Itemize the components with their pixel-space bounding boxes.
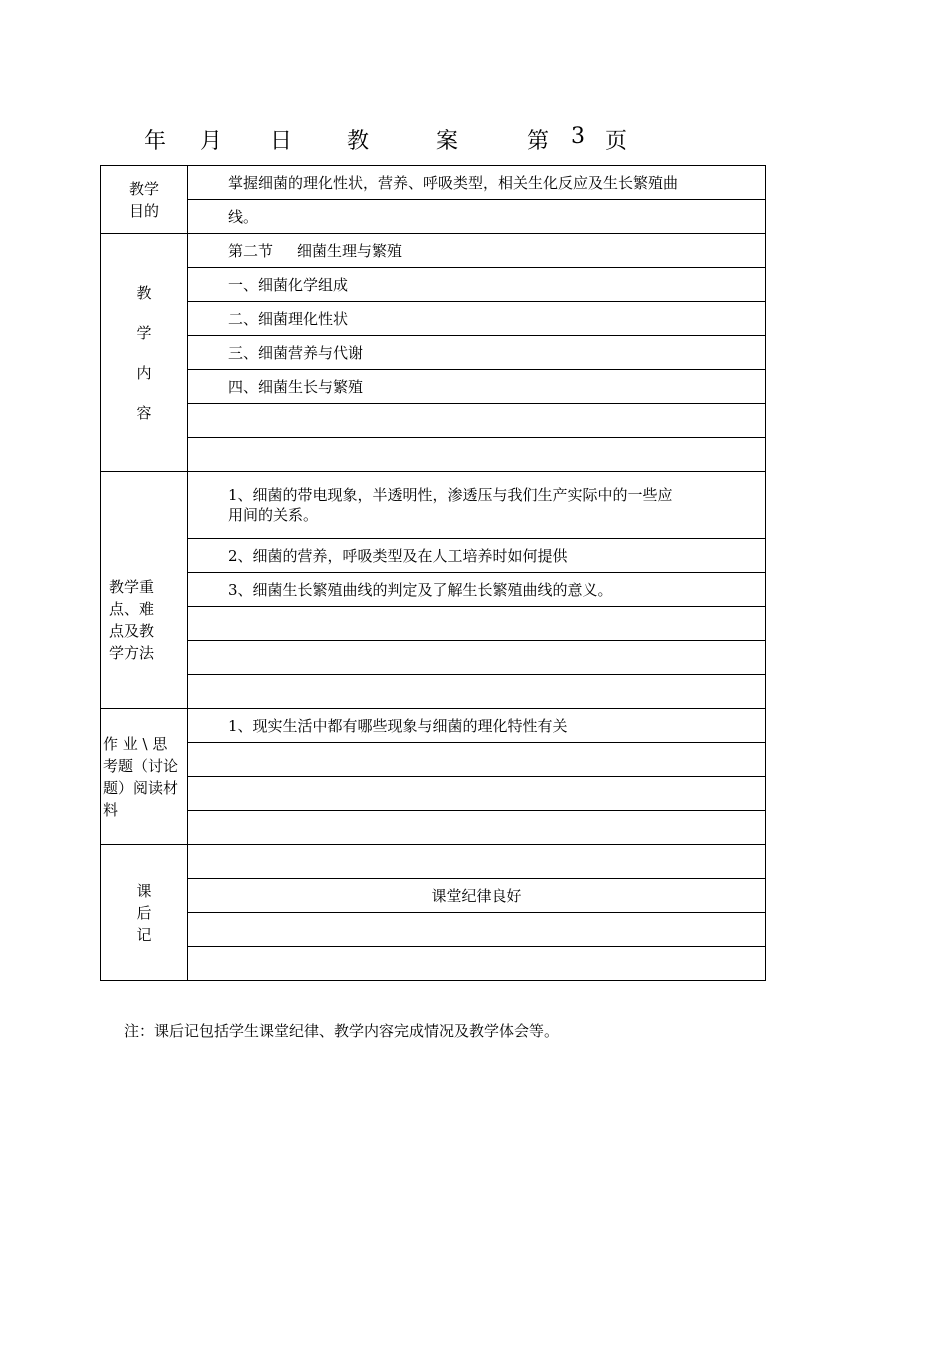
content-row (101, 268, 766, 302)
focus-empty-cell (188, 675, 766, 709)
focus-row (101, 472, 766, 539)
homework-row (101, 811, 766, 845)
content-row (101, 302, 766, 336)
content-section-heading (188, 234, 766, 268)
objective-row (101, 166, 766, 200)
content-label: 教 学 内 容 (101, 234, 188, 472)
focus-row (101, 539, 766, 573)
homework-empty-cell (188, 743, 766, 777)
focus-row (101, 607, 766, 641)
header-day: 日 (270, 129, 293, 154)
homework-row (101, 777, 766, 811)
homework-item-1: 1、现实生活中都有哪些现象与细菌的理化特性有关 (188, 709, 766, 743)
content-row (101, 438, 766, 472)
homework-empty-cell (188, 777, 766, 811)
objective-row (101, 200, 766, 234)
homework-empty-cell (188, 811, 766, 845)
homework-row (101, 743, 766, 777)
objective-label: 教学 目的 (101, 166, 188, 234)
header-an: 案 (436, 129, 459, 154)
header-ye: 页 (605, 129, 628, 154)
focus-row (101, 675, 766, 709)
focus-item-1: 1、细菌的带电现象，半透明性，渗透压与我们生产实际中的一些应 用间的关系。 (188, 472, 766, 539)
header-month: 月 (200, 129, 223, 154)
focus-row (101, 641, 766, 675)
content-row (101, 336, 766, 370)
content-row (101, 404, 766, 438)
afterclass-empty-cell (188, 947, 766, 981)
focus-row (101, 573, 766, 607)
section-title: 细菌生理与繁殖 (297, 241, 403, 260)
focus-item-3: 3、细菌生长繁殖曲线的判定及了解生长繁殖曲线的意义。 (188, 573, 766, 607)
focus-empty-cell (188, 641, 766, 675)
page-header (100, 124, 766, 158)
content-item: 四、细菌生长与繁殖 (188, 370, 766, 404)
afterclass-row (101, 845, 766, 879)
lesson-plan-table (100, 165, 766, 981)
content-item: 二、细菌理化性状 (188, 302, 766, 336)
afterclass-empty-cell (188, 913, 766, 947)
focus-label: 教学重 点、难 点及教 学方法 (101, 472, 188, 709)
content-empty-cell (188, 438, 766, 472)
afterclass-label: 课 后 记 (101, 845, 188, 981)
homework-row (101, 709, 766, 743)
header-di: 第 (527, 129, 550, 154)
section-number: 第二节 (228, 241, 274, 260)
afterclass-text: 课堂纪律良好 (188, 879, 766, 913)
header-page-number: 3 (571, 124, 585, 149)
afterclass-empty-cell (188, 845, 766, 879)
objective-line-2: 线。 (188, 200, 766, 234)
content-empty-cell (188, 404, 766, 438)
content-row (101, 234, 766, 268)
homework-label: 作 业 \ 思 考题（讨论 题）阅读材 料 (101, 709, 188, 845)
content-row (101, 370, 766, 404)
content-item: 一、细菌化学组成 (188, 268, 766, 302)
header-year: 年 (144, 129, 167, 154)
afterclass-row (101, 913, 766, 947)
footnote: 注：课后记包括学生课堂纪律、教学内容完成情况及教学体会等。 (124, 1022, 560, 1040)
afterclass-row (101, 879, 766, 913)
header-jiao: 教 (347, 129, 370, 154)
objective-line-1: 掌握细菌的理化性状，营养、呼吸类型，相关生化反应及生长繁殖曲 (188, 166, 766, 200)
content-item: 三、细菌营养与代谢 (188, 336, 766, 370)
focus-empty-cell (188, 607, 766, 641)
afterclass-row (101, 947, 766, 981)
focus-item-2: 2、细菌的营养，呼吸类型及在人工培养时如何提供 (188, 539, 766, 573)
